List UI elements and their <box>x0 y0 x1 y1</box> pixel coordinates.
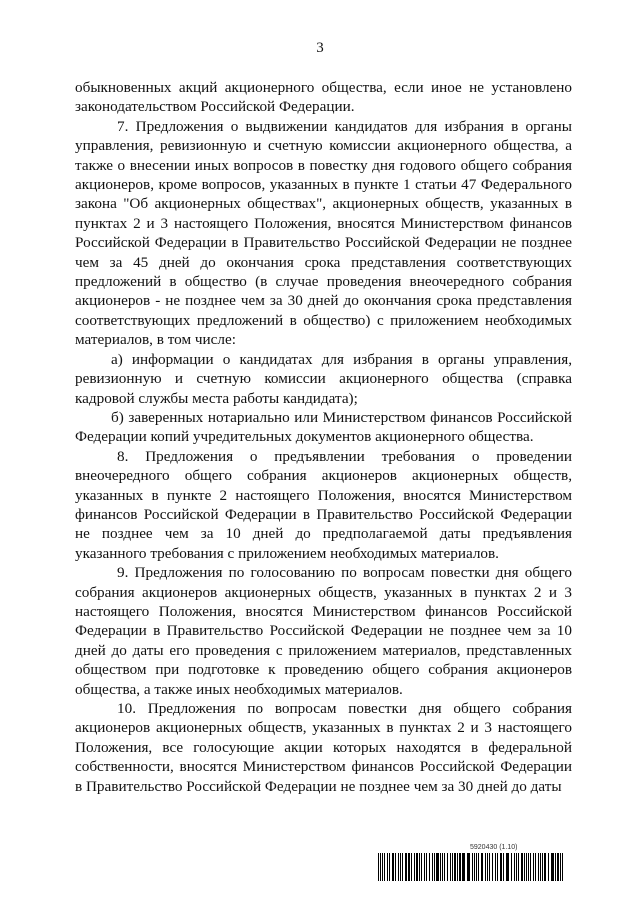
paragraph-9: 9. Предложения по голосованию по вопросам повестки дня общего собрания акционеров акционерных обществ, указанных в пунктах 2 и 3 настоящего Положения, вносятся Министерством финансов Российской Федерации в Правительство Российской Федерации не позднее чем за 10 дней до даты его проведения с приложением материалов, представленных обществом при подготовке к проведению общего собрания акционеров общества, а также иных необходимых материалов. <box>75 564 572 698</box>
subitem-a: а) информации о кандидатах для избрания в органы управления, ревизионную и счетную комиссии акционерного общества (справка кадровой службы места работы кандидата); <box>75 350 572 407</box>
page-number: 3 <box>316 40 324 56</box>
paragraph-continuation: обыкновенных акций акционерного общества, если иное не установлено законодательством Российской Федерации. <box>75 79 572 116</box>
paragraph-10: 10. Предложения по вопросам повестки дня общего собрания акционеров акционерных обществ, указанных в пунктах 2 и 3 настоящего Положения, все голосующие акции которых находятся в федеральной собственности, вносятся Министерством финансов Российской Федерации в Правительство Российской Федерации не позднее чем за 30 дней до даты <box>75 700 572 795</box>
document-code: 5920430 (1.10) <box>470 844 518 851</box>
barcode-image <box>378 853 566 881</box>
paragraph-7: 7. Предложения о выдвижении кандидатов для избрания в органы управления, ревизионную и счетную комиссии акционерного общества, а также о внесении иных вопросов в повестку дня годового общего собрания акционеров, кроме вопросов, указанных в пункте 1 статьи 47 Федерального закона "Об акционерных обществах", акционерных обществ, указанных в пунктах 2 и 3 настоящего Положения, вносятся Министерством финансов Российской Федерации в Правительство Российской Федерации не позднее чем за 45 дней до окончания срока представления соответствующих предложений в общество (в случае проведения внеочередного собрания акционеров - не позднее чем за 30 дней до окончания срока представления соответствующих предложений в общество) с приложением необходимых материалов, в том числе: <box>75 117 572 349</box>
document-body <box>75 78 572 796</box>
subitem-b: б) заверенных нотариально или Министерством финансов Российской Федерации копий учредительных документов акционерного общества. <box>75 408 572 446</box>
paragraph-8: 8. Предложения о предъявлении требования о проведении внеочередного общего собрания акционеров акционерных обществ, указанных в пункте 2 настоящего Положения, вносятся Министерством финансов Российской Федерации в Правительство Российской Федерации не позднее чем за 10 дней до предполагаемой даты предъявления указанного требования с приложением необходимых материалов. <box>75 447 572 562</box>
